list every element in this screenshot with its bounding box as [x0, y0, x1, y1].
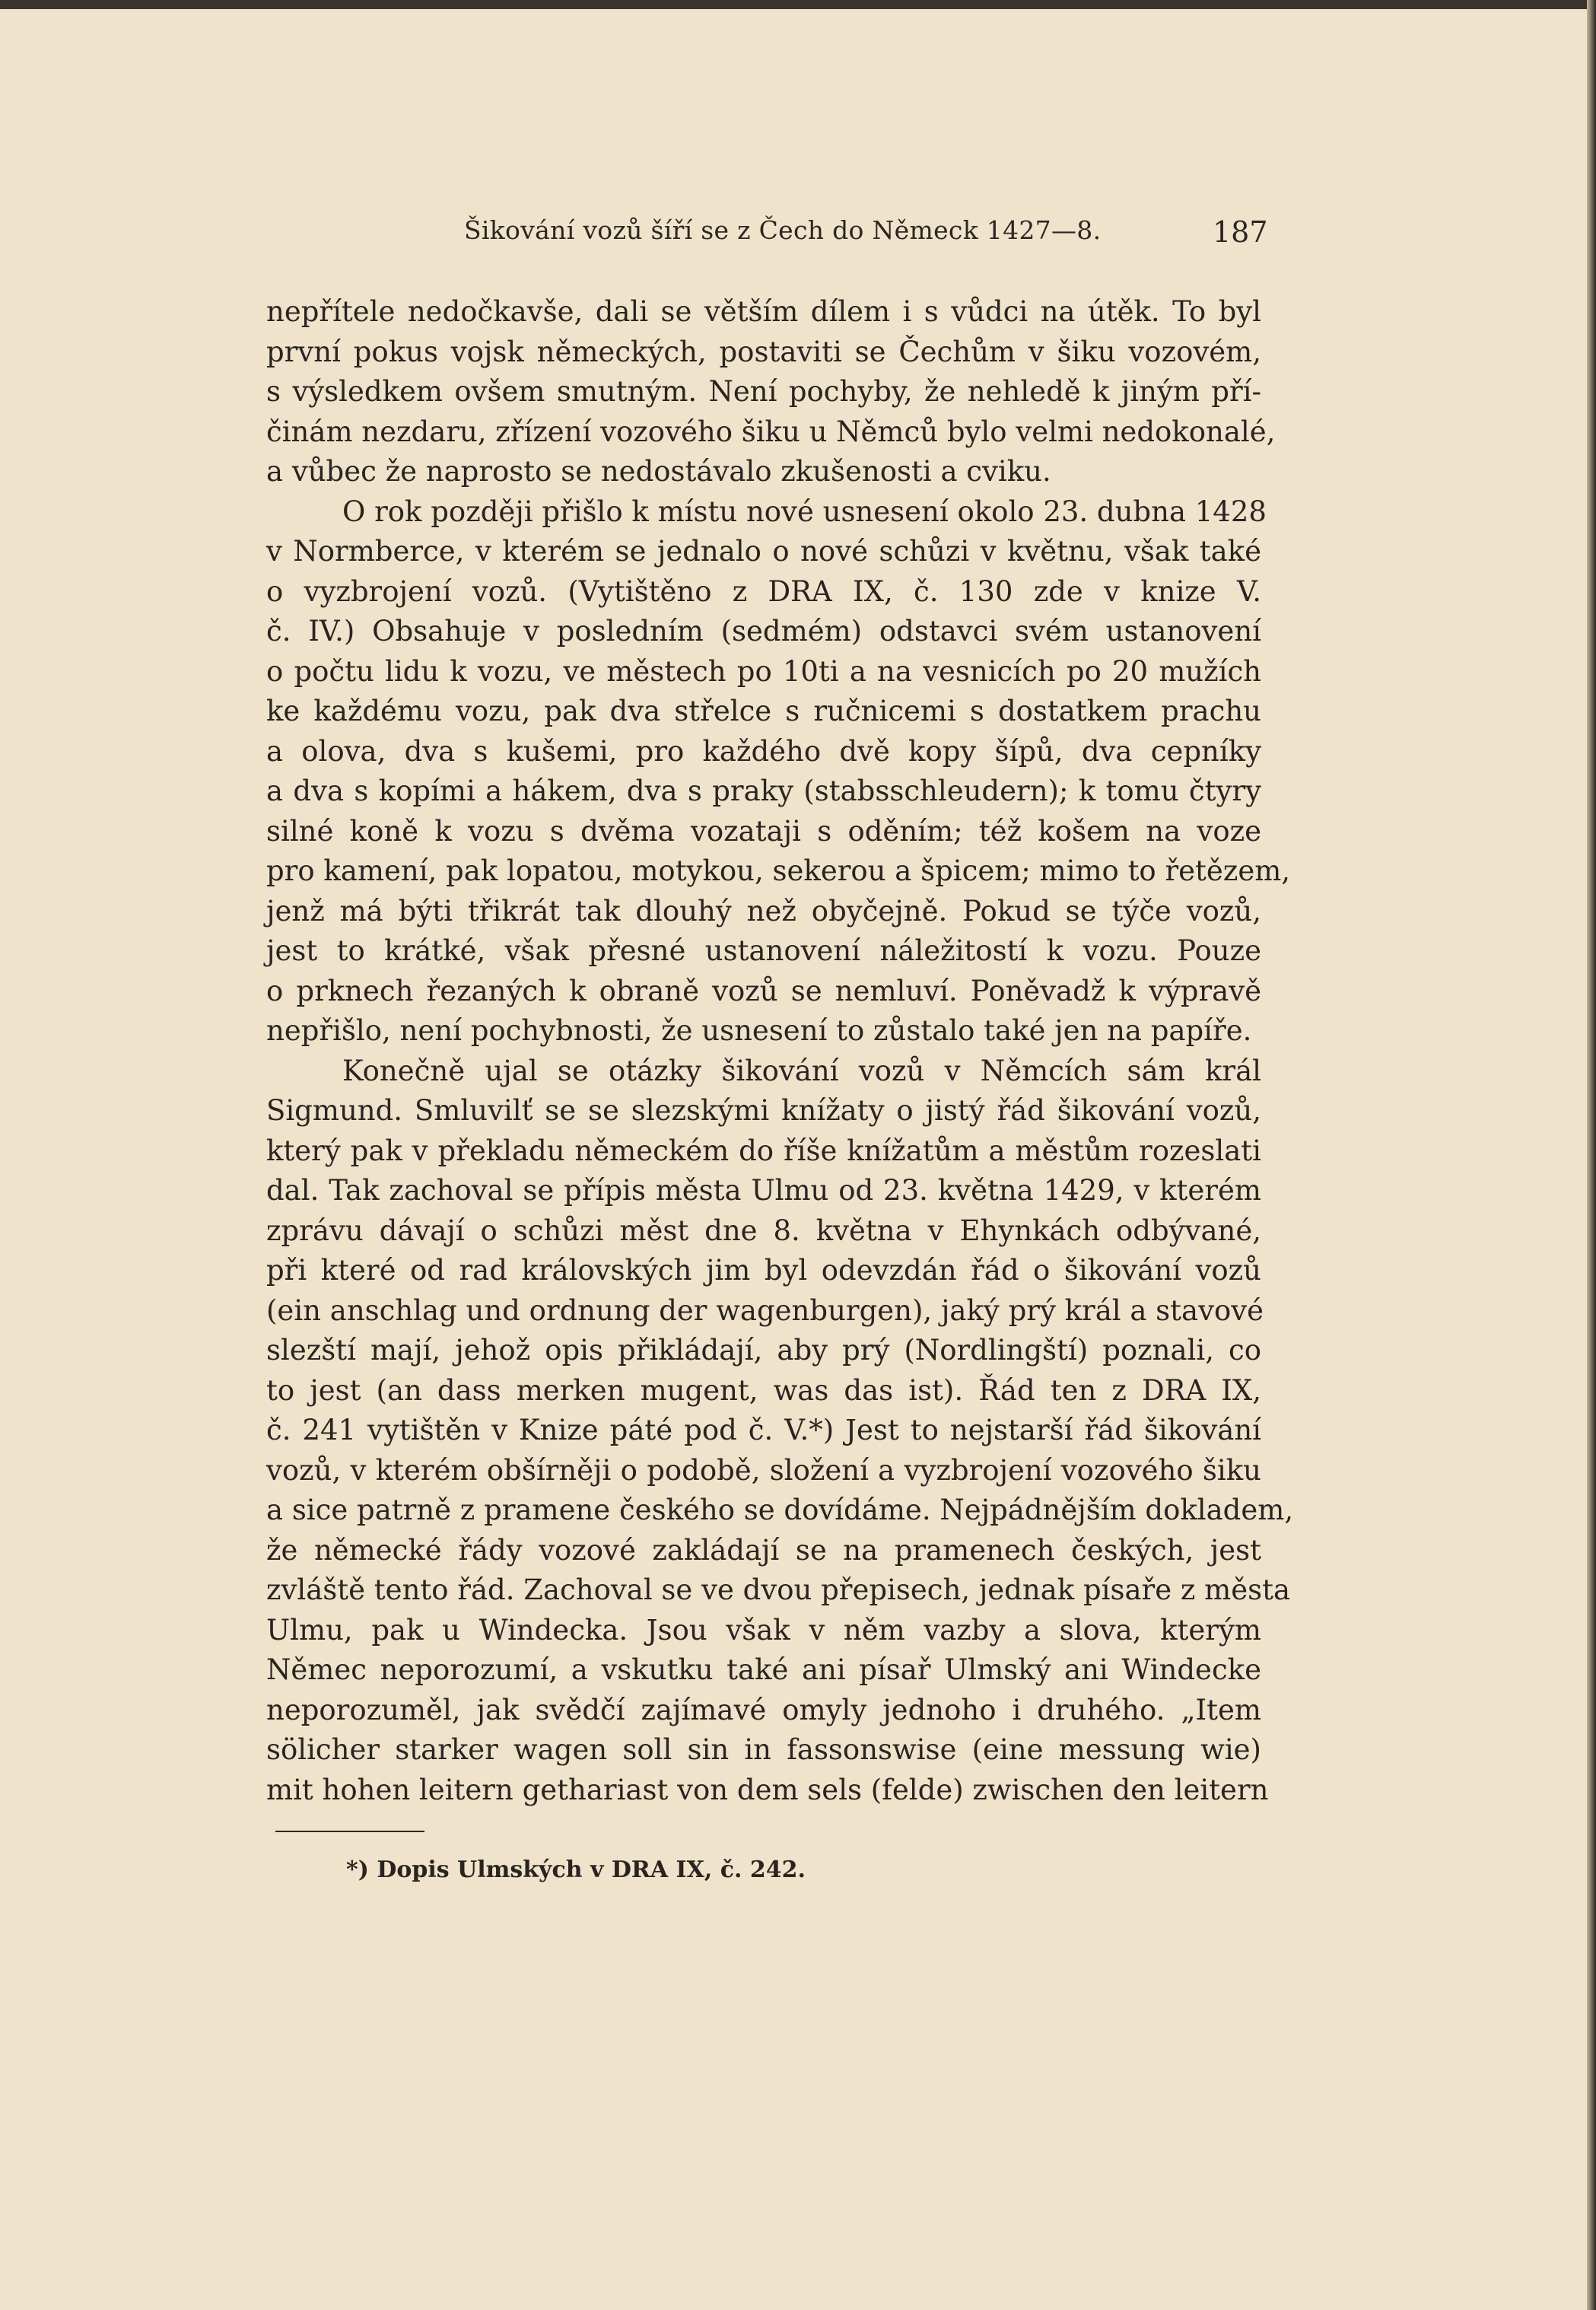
- page-number: 187: [1213, 215, 1268, 249]
- text-line: Sigmund. Smluvilť se se slezskými knížaty o jistý řád šikování vozů,: [266, 1094, 1261, 1127]
- text-line: nepřišlo, není pochybnosti, že usnesení to zůstalo také jen na papíře.: [266, 1014, 1252, 1047]
- text-line: zprávu dávají o schůzi měst dne 8. května v Ehynkách odbývané,: [266, 1214, 1261, 1247]
- text-line: O rok později přišlo k místu nové usnesení okolo 23. dubna 1428: [342, 495, 1267, 528]
- text-line: neporozuměl, jak svědčí zajímavé omyly jednoho i druhého. „Item: [266, 1693, 1261, 1726]
- body-text: [266, 292, 1294, 1810]
- text-line: mit hohen leitern gethariast von dem sels (felde) zwischen den leitern: [266, 1773, 1269, 1806]
- text-line: že německé řády vozové zakládají se na pramenech českých, jest: [266, 1533, 1261, 1567]
- text-line: silné koně k vozu s dvěma vozataji s oděním; též košem na voze: [266, 814, 1261, 848]
- text-line: a olova, dva s kušemi, pro každého dvě kopy šípů, dva cepníky: [266, 734, 1261, 768]
- text-line: č. 241 vytištěn v Knize páté pod č. V.*) Jest to nejstarší řád šikování: [266, 1414, 1261, 1446]
- text-line: jest to krátké, však přesné ustanovení náležitostí k vozu. Pouze: [266, 934, 1261, 967]
- text-line: to jest (an dass merken mugent, was das ist). Řád ten z DRA IX,: [266, 1373, 1261, 1407]
- text-line: který pak v překladu německém do říše knížatům a městům rozeslati: [266, 1134, 1261, 1167]
- text-line: činám nezdaru, zřízení vozového šiku u Němců bylo velmi nedokonalé,: [266, 415, 1276, 448]
- text-line: vozů, v kterém obšírněji o podobě, složení a vyzbrojení vozového šiku: [266, 1453, 1261, 1487]
- text-line: nepřítele nedočkavše, dali se větším dílem i s vůdci na útěk. To byl: [266, 295, 1261, 328]
- text-line: jenž má býti třikrát tak dlouhý než obyčejně. Pokud se týče vozů,: [266, 894, 1261, 928]
- footnote: *) Dopis Ulmských v DRA IX, č. 242.: [346, 1857, 806, 1883]
- text-line: (ein anschlag und ordnung der wagenburgen), jaký prý král a stavové: [266, 1293, 1264, 1327]
- text-line: ke každému vozu, pak dva střelce s ručnicemi s dostatkem prachu: [266, 695, 1261, 727]
- book-spine-edge: [1587, 0, 1596, 2310]
- text-line: v Normberce, v kterém se jednalo o nové schůzi v květnu, však také: [266, 535, 1261, 568]
- text-line: o vyzbrojení vozů. (Vytištěno z DRA IX, č. 130 zde v knize V.: [266, 574, 1261, 608]
- text-line: Ulmu, pak u Windecka. Jsou však v něm vazby a slova, kterým: [266, 1613, 1261, 1647]
- text-line: s výsledkem ovšem smutným. Není pochyby, že nehledě k jiným pří-: [266, 375, 1261, 408]
- text-line: při které od rad královských jim byl odevzdán řád o šikování vozů: [266, 1254, 1261, 1287]
- text-line: slezští mají, jehož opis přikládají, aby prý (Nordlingští) poznali, co: [266, 1334, 1261, 1367]
- text-line: Konečně ujal se otázky šikování vozů v Němcích sám král: [342, 1054, 1261, 1087]
- text-line: a vůbec že naprosto se nedostávalo zkušenosti a cviku.: [266, 455, 1051, 488]
- text-line: a dva s kopími a hákem, dva s praky (stabsschleudern); k tomu čtyry: [266, 775, 1261, 807]
- text-line: sölicher starker wagen soll sin in fassonswise (eine messung wie): [266, 1733, 1261, 1766]
- text-line: a sice patrně z pramene českého se dovídáme. Nejpádnějším dokladem,: [266, 1494, 1294, 1526]
- text-line: Němec neporozumí, a vskutku také ani písař Ulmský ani Windecke: [266, 1653, 1261, 1686]
- text-line: o prknech řezaných k obraně vozů se nemluví. Poněvadž k výpravě: [266, 974, 1261, 1007]
- text-line: o počtu lidu k vozu, ve městech po 10ti a na vesnicích po 20 mužích: [266, 654, 1261, 688]
- footnote-rule: [275, 1831, 424, 1832]
- text-line: pro kamení, pak lopatou, motykou, sekerou a špicem; mimo to řetězem,: [266, 854, 1291, 887]
- running-header: Šikování vozů šíří se z Čech do Německ 1427—8.: [464, 215, 1102, 245]
- text-line: první pokus vojsk německých, postaviti se Čechům v šiku vozovém,: [266, 335, 1261, 368]
- text-line: č. IV.) Obsahuje v posledním (sedmém) odstavci svém ustanovení: [266, 615, 1261, 648]
- text-line: dal. Tak zachoval se přípis města Ulmu od 23. května 1429, v kterém: [266, 1174, 1261, 1207]
- text-line: zvláště tento řád. Zachoval se ve dvou přepisech, jednak písaře z města: [266, 1573, 1291, 1606]
